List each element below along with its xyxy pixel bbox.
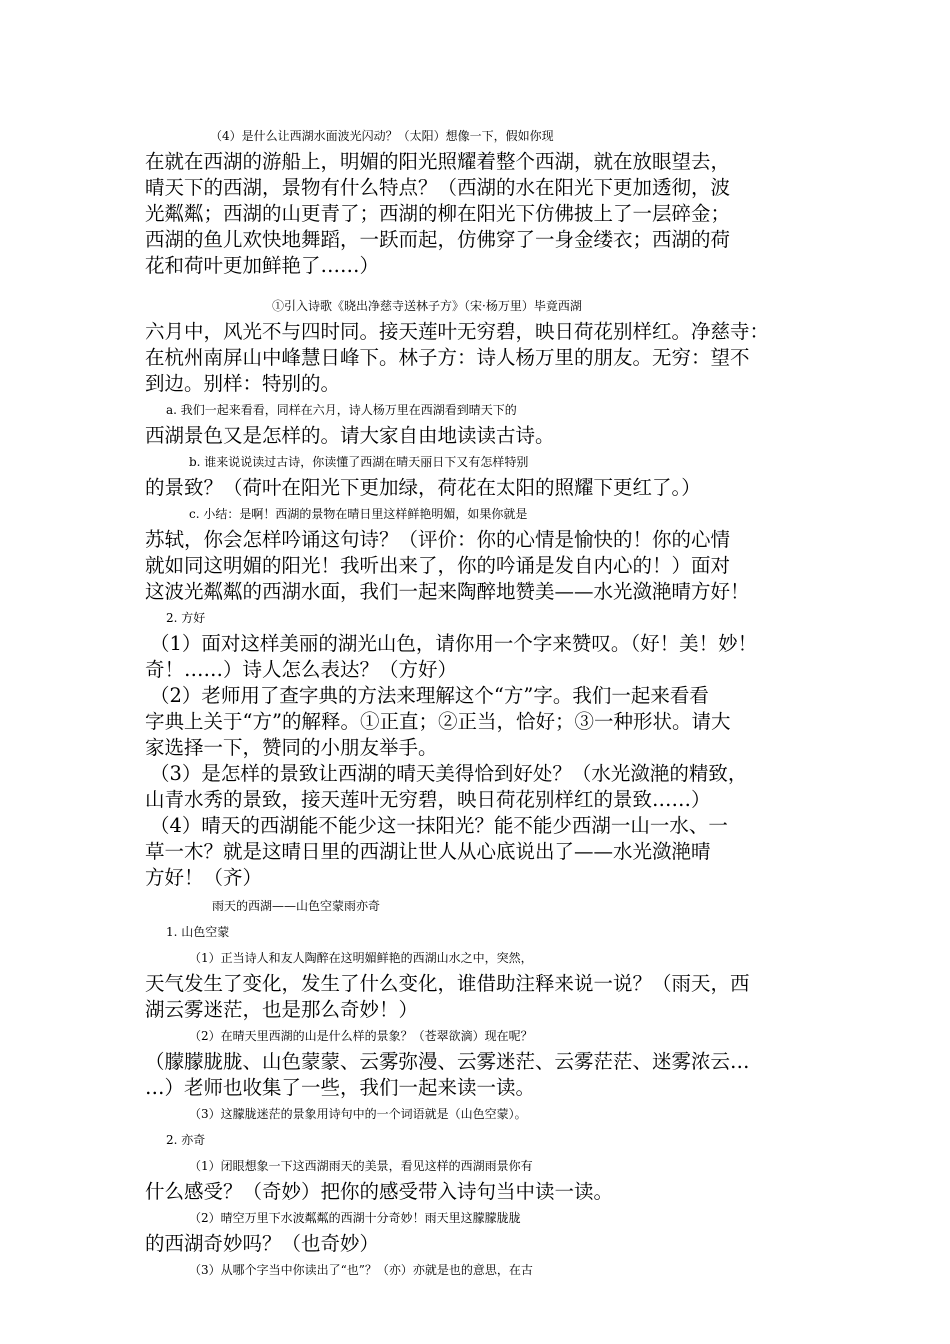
text-line: 光粼粼；西湖的山更青了；西湖的柳在阳光下仿佛披上了一层碎金； — [145, 202, 731, 225]
text-line: （4）晴天的西湖能不能少这一抹阳光？能不能少西湖一山一水、一 — [150, 814, 728, 837]
text-line: 在杭州南屏山中峰慧日峰下。林子方：诗人杨万里的朋友。无穷：望不 — [145, 346, 750, 369]
text-line: （3）从哪个字当中你读出了“也”？（亦）亦就是也的意思，在古 — [189, 1263, 533, 1277]
text-line: a. 我们一起来看看，同样在六月，诗人杨万里在西湖看到晴天下的 — [166, 403, 517, 417]
text-line: 山青水秀的景致，接天莲叶无穷碧，映日荷花别样红的景致……） — [145, 788, 711, 811]
text-line: 奇！……）诗人怎么表达？（方好） — [145, 658, 458, 681]
text-line: ①引入诗歌《晓出净慈寺送林子方》（宋·杨万里）毕竟西湖 — [272, 299, 582, 313]
text-line: 就如同这明媚的阳光！我听出来了，你的吟诵是发自内心的！）面对 — [145, 554, 731, 577]
text-line: 在就在西湖的游船上，明媚的阳光照耀着整个西湖，就在放眼望去， — [145, 150, 731, 173]
text-line: （1）面对这样美丽的湖光山色，请你用一个字来赞叹。（好！美！妙！ — [150, 632, 758, 655]
text-line: （3）是怎样的景致让西湖的晴天美得恰到好处？（水光潋滟的精致， — [150, 762, 748, 785]
text-line: （朦朦胧胧、山色蒙蒙、云雾弥漫、云雾迷茫、云雾茫茫、迷雾浓云… — [145, 1050, 750, 1073]
text-line: 方好！（齐） — [145, 866, 263, 889]
text-line: （3）这朦胧迷茫的景象用诗句中的一个词语就是（山色空蒙）。 — [189, 1107, 527, 1121]
text-line: 西湖景色又是怎样的。请大家自由地读读古诗。 — [145, 424, 555, 447]
text-line: （2）老师用了查字典的方法来理解这个“方”字。我们一起来看看 — [150, 684, 709, 707]
text-line: 到边。别样：特别的。 — [145, 372, 341, 395]
text-line: 的西湖奇妙吗？（也奇妙） — [145, 1232, 380, 1255]
text-line: （1）正当诗人和友人陶醉在这明媚鲜艳的西湖山水之中，突然， — [189, 951, 533, 965]
text-line: 苏轼，你会怎样吟诵这句诗？（评价：你的心情是愉快的！你的心情 — [145, 528, 731, 551]
section-heading: 雨天的西湖——山色空蒙雨亦奇 — [212, 899, 381, 913]
text-line: b. 谁来说说读过古诗，你读懂了西湖在晴天丽日下又有怎样特别 — [189, 455, 529, 469]
text-line: 1. 山色空蒙 — [166, 925, 230, 939]
text-line: 晴天下的西湖，景物有什么特点？（西湖的水在阳光下更加透彻，波 — [145, 176, 731, 199]
text-line: 草一木？就是这晴日里的西湖让世人从心底说出了——水光潋滟晴 — [145, 840, 711, 863]
text-line: 的景致？（荷叶在阳光下更加绿，荷花在太阳的照耀下更红了。） — [145, 476, 701, 499]
text-line: （2）晴空万里下水波粼粼的西湖十分奇妙！雨天里这朦朦胧胧 — [189, 1211, 521, 1225]
text-line: （4）是什么让西湖水面波光闪动？（太阳）想像一下，假如你现 — [210, 129, 554, 143]
text-line: 家选择一下，赞同的小朋友举手。 — [145, 736, 438, 759]
text-line: 西湖的鱼儿欢快地舞蹈，一跃而起，仿佛穿了一身金缕衣；西湖的荷 — [145, 228, 731, 251]
text-line: （1）闭眼想象一下这西湖雨天的美景，看见这样的西湖雨景你有 — [189, 1159, 533, 1173]
text-line: 这波光粼粼的西湖水面，我们一起来陶醉地赞美——水光潋滟晴方好！ — [145, 580, 750, 603]
text-line: 什么感受？（奇妙）把你的感受带入诗句当中读一读。 — [145, 1180, 614, 1203]
text-line: 天气发生了变化，发生了什么变化，谁借助注释来说一说？（雨天，西 — [145, 972, 750, 995]
text-line: 字典上关于“方”的解释。①正直；②正当，恰好；③一种形状。请大 — [145, 710, 731, 733]
text-line: 2. 亦奇 — [166, 1133, 206, 1147]
text-line: 六月中，风光不与四时同。接天莲叶无穷碧，映日荷花别样红。净慈寺： — [145, 320, 770, 343]
text-line: （2）在晴天里西湖的山是什么样的景象？（苍翠欲滴）现在呢？ — [189, 1029, 533, 1043]
text-line: 2. 方好 — [166, 611, 206, 625]
text-line: 花和荷叶更加鲜艳了……） — [145, 254, 380, 277]
text-line: c. 小结：是啊！西湖的景物在晴日里这样鲜艳明媚，如果你就是 — [189, 507, 528, 521]
text-line: …）老师也收集了一些，我们一起来读一读。 — [145, 1076, 536, 1099]
text-line: 湖云雾迷茫，也是那么奇妙！） — [145, 998, 419, 1021]
